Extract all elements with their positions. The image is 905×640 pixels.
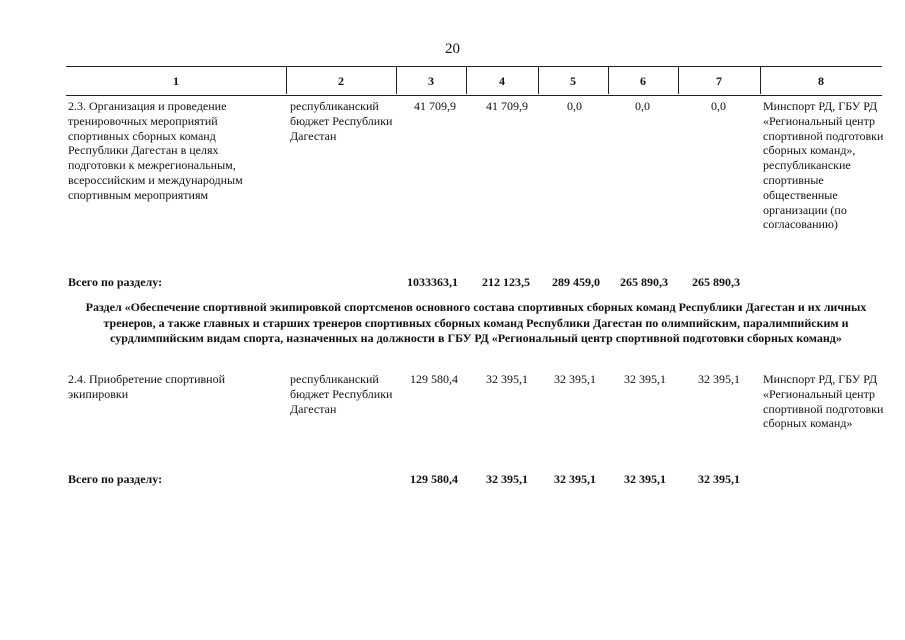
header-col-6: 6 <box>640 74 646 88</box>
row-2-3-name: 2.3. Организация и проведение тренировочных мероприятий спортивных сборных команд Республики Дагестан в целях подготовки к межрегиональным, всероссийским и международным спортивным мероприятиям <box>68 99 243 202</box>
header-col-5: 5 <box>570 74 576 88</box>
header-divider <box>760 66 761 94</box>
total-2-col-6: 32 395,1 <box>624 472 666 486</box>
total-1-col-7: 265 890,3 <box>692 275 740 289</box>
header-divider <box>538 66 539 94</box>
header-col-1: 1 <box>173 74 179 88</box>
total-1-col-5: 289 459,0 <box>552 275 600 289</box>
total-1-col-4: 212 123,5 <box>482 275 530 289</box>
page-number: 20 <box>445 41 460 57</box>
row-2-3-source: республиканский бюджет Республики Дагестан <box>290 99 393 143</box>
header-divider <box>396 66 397 94</box>
header-divider <box>678 66 679 94</box>
row-2-4-name: 2.4. Приобретение спортивной экипировки <box>68 372 226 401</box>
row-2-3-executor: Минспорт РД, ГБУ РД «Региональный центр спортивной подготовки сборных команд», республиканские спортивные общественные организации (по согласованию) <box>763 99 884 232</box>
total-2-label: Всего по разделу: <box>68 472 163 486</box>
row-2-3-col-5: 0,0 <box>567 99 582 113</box>
row-2-3-col-6: 0,0 <box>635 99 650 113</box>
total-1-col-3: 1033363,1 <box>407 275 458 289</box>
row-2-4-source: республиканский бюджет Республики Дагестан <box>290 372 393 416</box>
total-1-label: Всего по разделу: <box>68 275 163 289</box>
total-2-col-3: 129 580,4 <box>410 472 458 486</box>
header-col-4: 4 <box>499 74 505 88</box>
row-2-3-col-3: 41 709,9 <box>414 99 456 113</box>
total-2-col-5: 32 395,1 <box>554 472 596 486</box>
header-divider <box>608 66 609 94</box>
header-col-2: 2 <box>338 74 344 88</box>
row-2-4-col-6: 32 395,1 <box>624 372 666 386</box>
header-col-3: 3 <box>428 74 434 88</box>
total-1-col-6: 265 890,3 <box>620 275 668 289</box>
header-divider <box>286 66 287 94</box>
row-2-4-executor: Минспорт РД, ГБУ РД «Региональный центр спортивной подготовки сборных команд» <box>763 372 884 431</box>
section-title: Раздел «Обеспечение спортивной экипировкой спортсменов основного состава спортивных сборных команд Республики Дагестан и их личных тренеров, а также главных и старших тренеров спортивных сборных команд Республики Дагестан по олимпийским, паралимпийским и сурдлимпийским видам спорта, назначенных на должности в ГБУ РД «Региональный центр спортивной подготовки сборных команд» <box>85 300 867 345</box>
row-2-3-col-7: 0,0 <box>711 99 726 113</box>
total-2-col-7: 32 395,1 <box>698 472 740 486</box>
row-2-4-col-3: 129 580,4 <box>410 372 458 386</box>
row-2-4-col-7: 32 395,1 <box>698 372 740 386</box>
row-2-4-col-5: 32 395,1 <box>554 372 596 386</box>
header-col-8: 8 <box>818 74 824 88</box>
header-col-7: 7 <box>716 74 722 88</box>
row-2-3-col-4: 41 709,9 <box>486 99 528 113</box>
header-divider <box>466 66 467 94</box>
row-2-4-col-4: 32 395,1 <box>486 372 528 386</box>
total-2-col-4: 32 395,1 <box>486 472 528 486</box>
